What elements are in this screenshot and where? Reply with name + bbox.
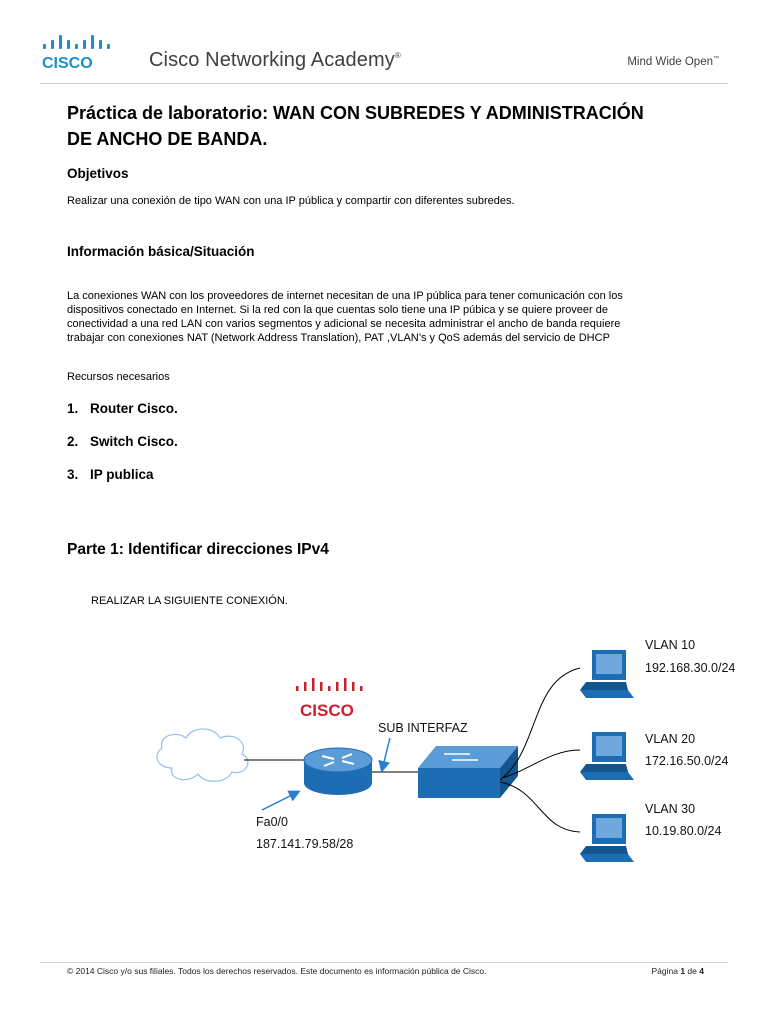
interface-ip: 187.141.79.58/28 — [256, 837, 354, 851]
footer-copyright: © 2014 Cisco y/o sus filiales. Todos los derechos reservados. Este documento es información pública de Cisco. — [67, 966, 487, 976]
document-title: Práctica de laboratorio: WAN CON SUBREDES Y ADMINISTRACIÓN DE ANCHO DE BANDA. — [67, 103, 644, 149]
router-icon — [304, 748, 372, 795]
internet-cloud-icon — [157, 729, 248, 781]
vlan30-link — [500, 782, 580, 832]
network-diagram — [0, 620, 768, 880]
paragraph-line: dispositivos conectado en Internet. Si la red con la que cuentas solo tiene una IP púbica y se quiere proveer de — [67, 304, 608, 316]
vlan-name: VLAN 30 — [645, 802, 696, 816]
recursos-label: Recursos necesarios — [67, 371, 170, 383]
parte1-heading: Parte 1: Identificar direcciones IPv4 — [67, 541, 329, 558]
academy-name: Cisco Networking Academy® — [149, 49, 401, 71]
sub-interface-label: SUB INTERFAZ — [378, 721, 468, 735]
vlan-name: VLAN 20 — [645, 732, 696, 746]
list-item: 1. Router Cisco. — [67, 401, 178, 416]
page-number: Página 1 de 4 — [651, 966, 704, 976]
objetivos-heading: Objetivos — [67, 166, 129, 181]
objetivos-text: Realizar una conexión de tipo WAN con una IP pública y compartir con diferentes subredes. — [67, 195, 515, 207]
fa00-arrow-icon — [262, 792, 298, 810]
parte1-instruction: REALIZAR LA SIGUIENTE CONEXIÓN. — [91, 595, 288, 607]
recursos-list — [67, 401, 178, 500]
router-cisco-logo — [296, 678, 363, 720]
vlan-subnet: 192.168.30.0/24 — [645, 661, 736, 675]
informacion-paragraph — [67, 289, 717, 345]
paragraph-line: conectividad a una red LAN con varios segmentos y adicional se necesita administrar el ancho de banda requiere — [67, 318, 621, 330]
vlan-name: VLAN 10 — [645, 638, 696, 652]
cisco-logo — [40, 34, 140, 72]
switch-icon — [418, 746, 518, 798]
informacion-heading: Información básica/Situación — [67, 244, 255, 259]
vlan-subnet: 172.16.50.0/24 — [645, 754, 729, 768]
tagline: Mind Wide Open™ — [627, 56, 719, 68]
interface-label: Fa0/0 — [256, 815, 288, 829]
svg-text:CISCO: CISCO — [300, 701, 354, 720]
vlan-subnet: 10.19.80.0/24 — [645, 824, 722, 838]
paragraph-line: La conexiones WAN con los proveedores de internet necesitan de una IP pública para tener comunicación con los — [67, 290, 623, 302]
footer-divider — [40, 962, 728, 963]
header-divider — [40, 83, 728, 84]
pc-vlan20-icon — [580, 732, 634, 780]
list-item: 2. Switch Cisco. — [67, 434, 178, 449]
pc-vlan30-icon — [580, 814, 634, 862]
paragraph-line: trabajar con conexiones NAT (Network Address Translation), PAT ,VLAN’s y QoS además del servicio de DHCP — [67, 332, 610, 344]
pc-vlan10-icon — [580, 650, 634, 698]
list-item: 3. IP publica — [67, 467, 154, 482]
sub-interface-arrow-icon — [382, 738, 390, 770]
svg-text:CISCO: CISCO — [42, 55, 93, 72]
